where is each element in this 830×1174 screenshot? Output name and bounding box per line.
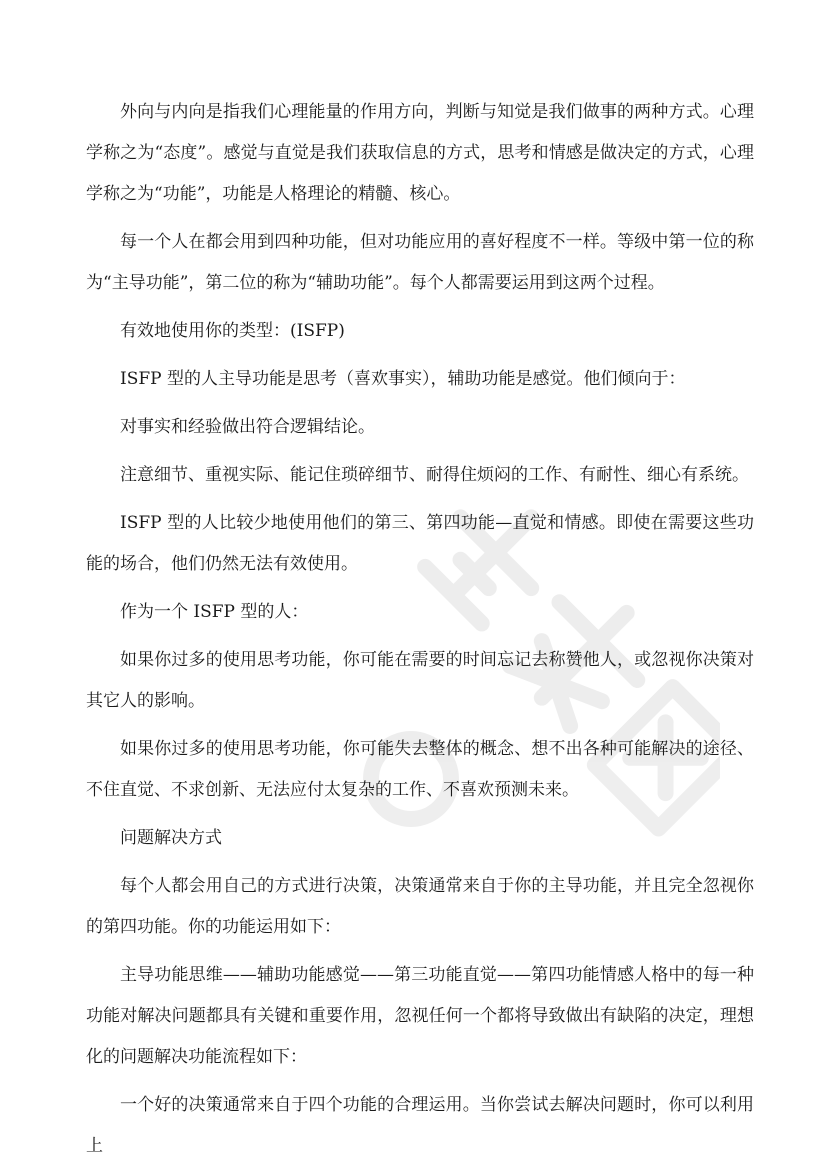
paragraph: 每一个人在都会用到四种功能，但对功能应用的喜好程度不一样。等级中第一位的称为“主导功能”，第二位的称为“辅助功能”。每个人都需要运用到这两个过程。: [86, 232, 754, 293]
paragraph: 如果你过多的使用思考功能，你可能失去整体的概念、想不出各种可能解决的途径、不住直觉、不求创新、无法应付太复杂的工作、不喜欢预测未来。: [86, 739, 754, 800]
paragraph: 一个好的决策通常来自于四个功能的合理运用。当你尝试去解决问题时，你可以利用上: [86, 1095, 754, 1156]
paragraph: 注意细节、重视实际、能记住琐碎细节、耐得住烦闷的工作、有耐性、细心有系统。: [120, 465, 749, 485]
paragraph: 有效地使用你的类型：(ISFP): [120, 321, 345, 341]
paragraph: ISFP 型的人比较少地使用他们的第三、第四功能—直觉和情感。即使在需要这些功能的场合，他们仍然无法有效使用。: [86, 513, 754, 574]
paragraph: 问题解决方式: [120, 828, 222, 848]
paragraph: 对事实和经验做出符合逻辑结论。: [120, 417, 375, 437]
paragraph: 主导功能思维——辅助功能感觉——第三功能直觉——第四功能情感人格中的每一种功能对解决问题都具有关键和重要作用，忽视任何一个都将导致做出有缺陷的决定，理想化的问题解决功能流程如下：: [86, 965, 754, 1067]
document-body: [86, 92, 754, 1174]
paragraph: ISFP 型的人主导功能是思考（喜欢事实），辅助功能是感觉。他们倾向于：: [120, 369, 686, 389]
paragraph: 外向与内向是指我们心理能量的作用方向，判断与知觉是我们做事的两种方式。心理学称之为“态度”。感觉与直觉是我们获取信息的方式，思考和情感是做决定的方式，心理学称之为“功能”，功能是人格理论的精髓、核心。: [86, 102, 754, 204]
paragraph: 作为一个 ISFP 型的人：: [120, 602, 309, 622]
paragraph: 每个人都会用自己的方式进行决策，决策通常来自于你的主导功能，并且完全忽视你的第四功能。你的功能运用如下：: [86, 876, 754, 937]
paragraph: 如果你过多的使用思考功能，你可能在需要的时间忘记去称赞他人，或忽视你决策对其它人的影响。: [86, 650, 754, 711]
